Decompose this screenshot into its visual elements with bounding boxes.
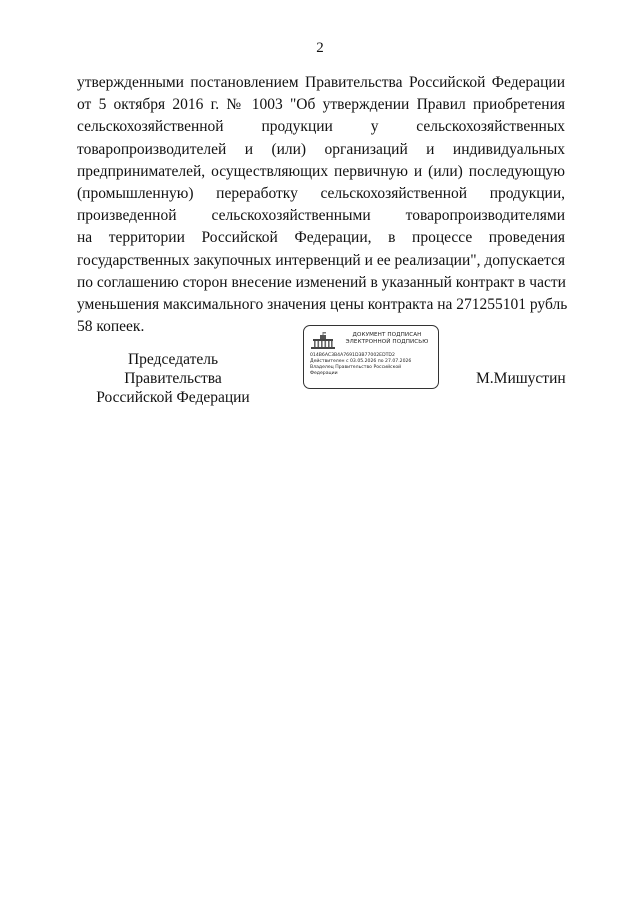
signatory-position-line: Российской Федерации	[96, 389, 250, 406]
body-line: 58 копеек.	[77, 318, 145, 336]
body-line: сельскохозяйственной продукции у сельскохозяйственных	[77, 118, 565, 136]
e-signature-stamp	[303, 325, 439, 389]
body-line: произведенной сельскохозяйственными товаропроизводителями	[77, 207, 565, 225]
stamp-details	[310, 353, 436, 377]
body-line: утвержденными постановлением Правительства Российской Федерации	[77, 74, 565, 91]
stamp-owner: Владелец Правительство Российской	[310, 365, 402, 370]
body-paragraph	[77, 72, 568, 338]
stamp-validity: Действителен с 03.05.2026 по 27.07.2026	[310, 359, 412, 364]
signatory-position	[78, 350, 268, 407]
stamp-certificate: 014B6AC3B4A7691D3B77002EDTD2	[310, 353, 395, 358]
body-line: по соглашению сторон внесение изменений в указанный контракт в части	[77, 273, 566, 291]
body-line: (промышленную) переработку сельскохозяйственной продукции,	[77, 185, 565, 203]
signatory-position-line: Председатель Правительства	[124, 351, 222, 387]
stamp-title	[338, 332, 436, 346]
body-line: на территории Российской Федерации, в процессе проведения	[77, 229, 565, 247]
stamp-title-line: ЭЛЕКТРОННОЙ ПОДПИСЬЮ	[345, 339, 429, 345]
stamp-title-line: ДОКУМЕНТ ПОДПИСАН	[352, 332, 422, 338]
stamp-owner-line2: Федерации	[310, 371, 338, 376]
body-line: уменьшения максимального значения цены контракта на 271255101 рубль	[77, 296, 568, 314]
page-number: 2	[316, 40, 324, 56]
government-building-icon	[310, 332, 336, 350]
body-line: товаропроизводителей и (или) организаций и индивидуальных	[77, 140, 565, 158]
body-line: предпринимателей, осуществляющих первичную и (или) последующую	[77, 162, 565, 180]
body-line: от 5 октября 2016 г. № 1003 "Об утверждении Правил приобретения	[77, 96, 565, 114]
body-line: государственных закупочных интервенций и ее реализации", допускается	[77, 251, 565, 269]
signer-name: М.Мишустин	[476, 370, 566, 387]
